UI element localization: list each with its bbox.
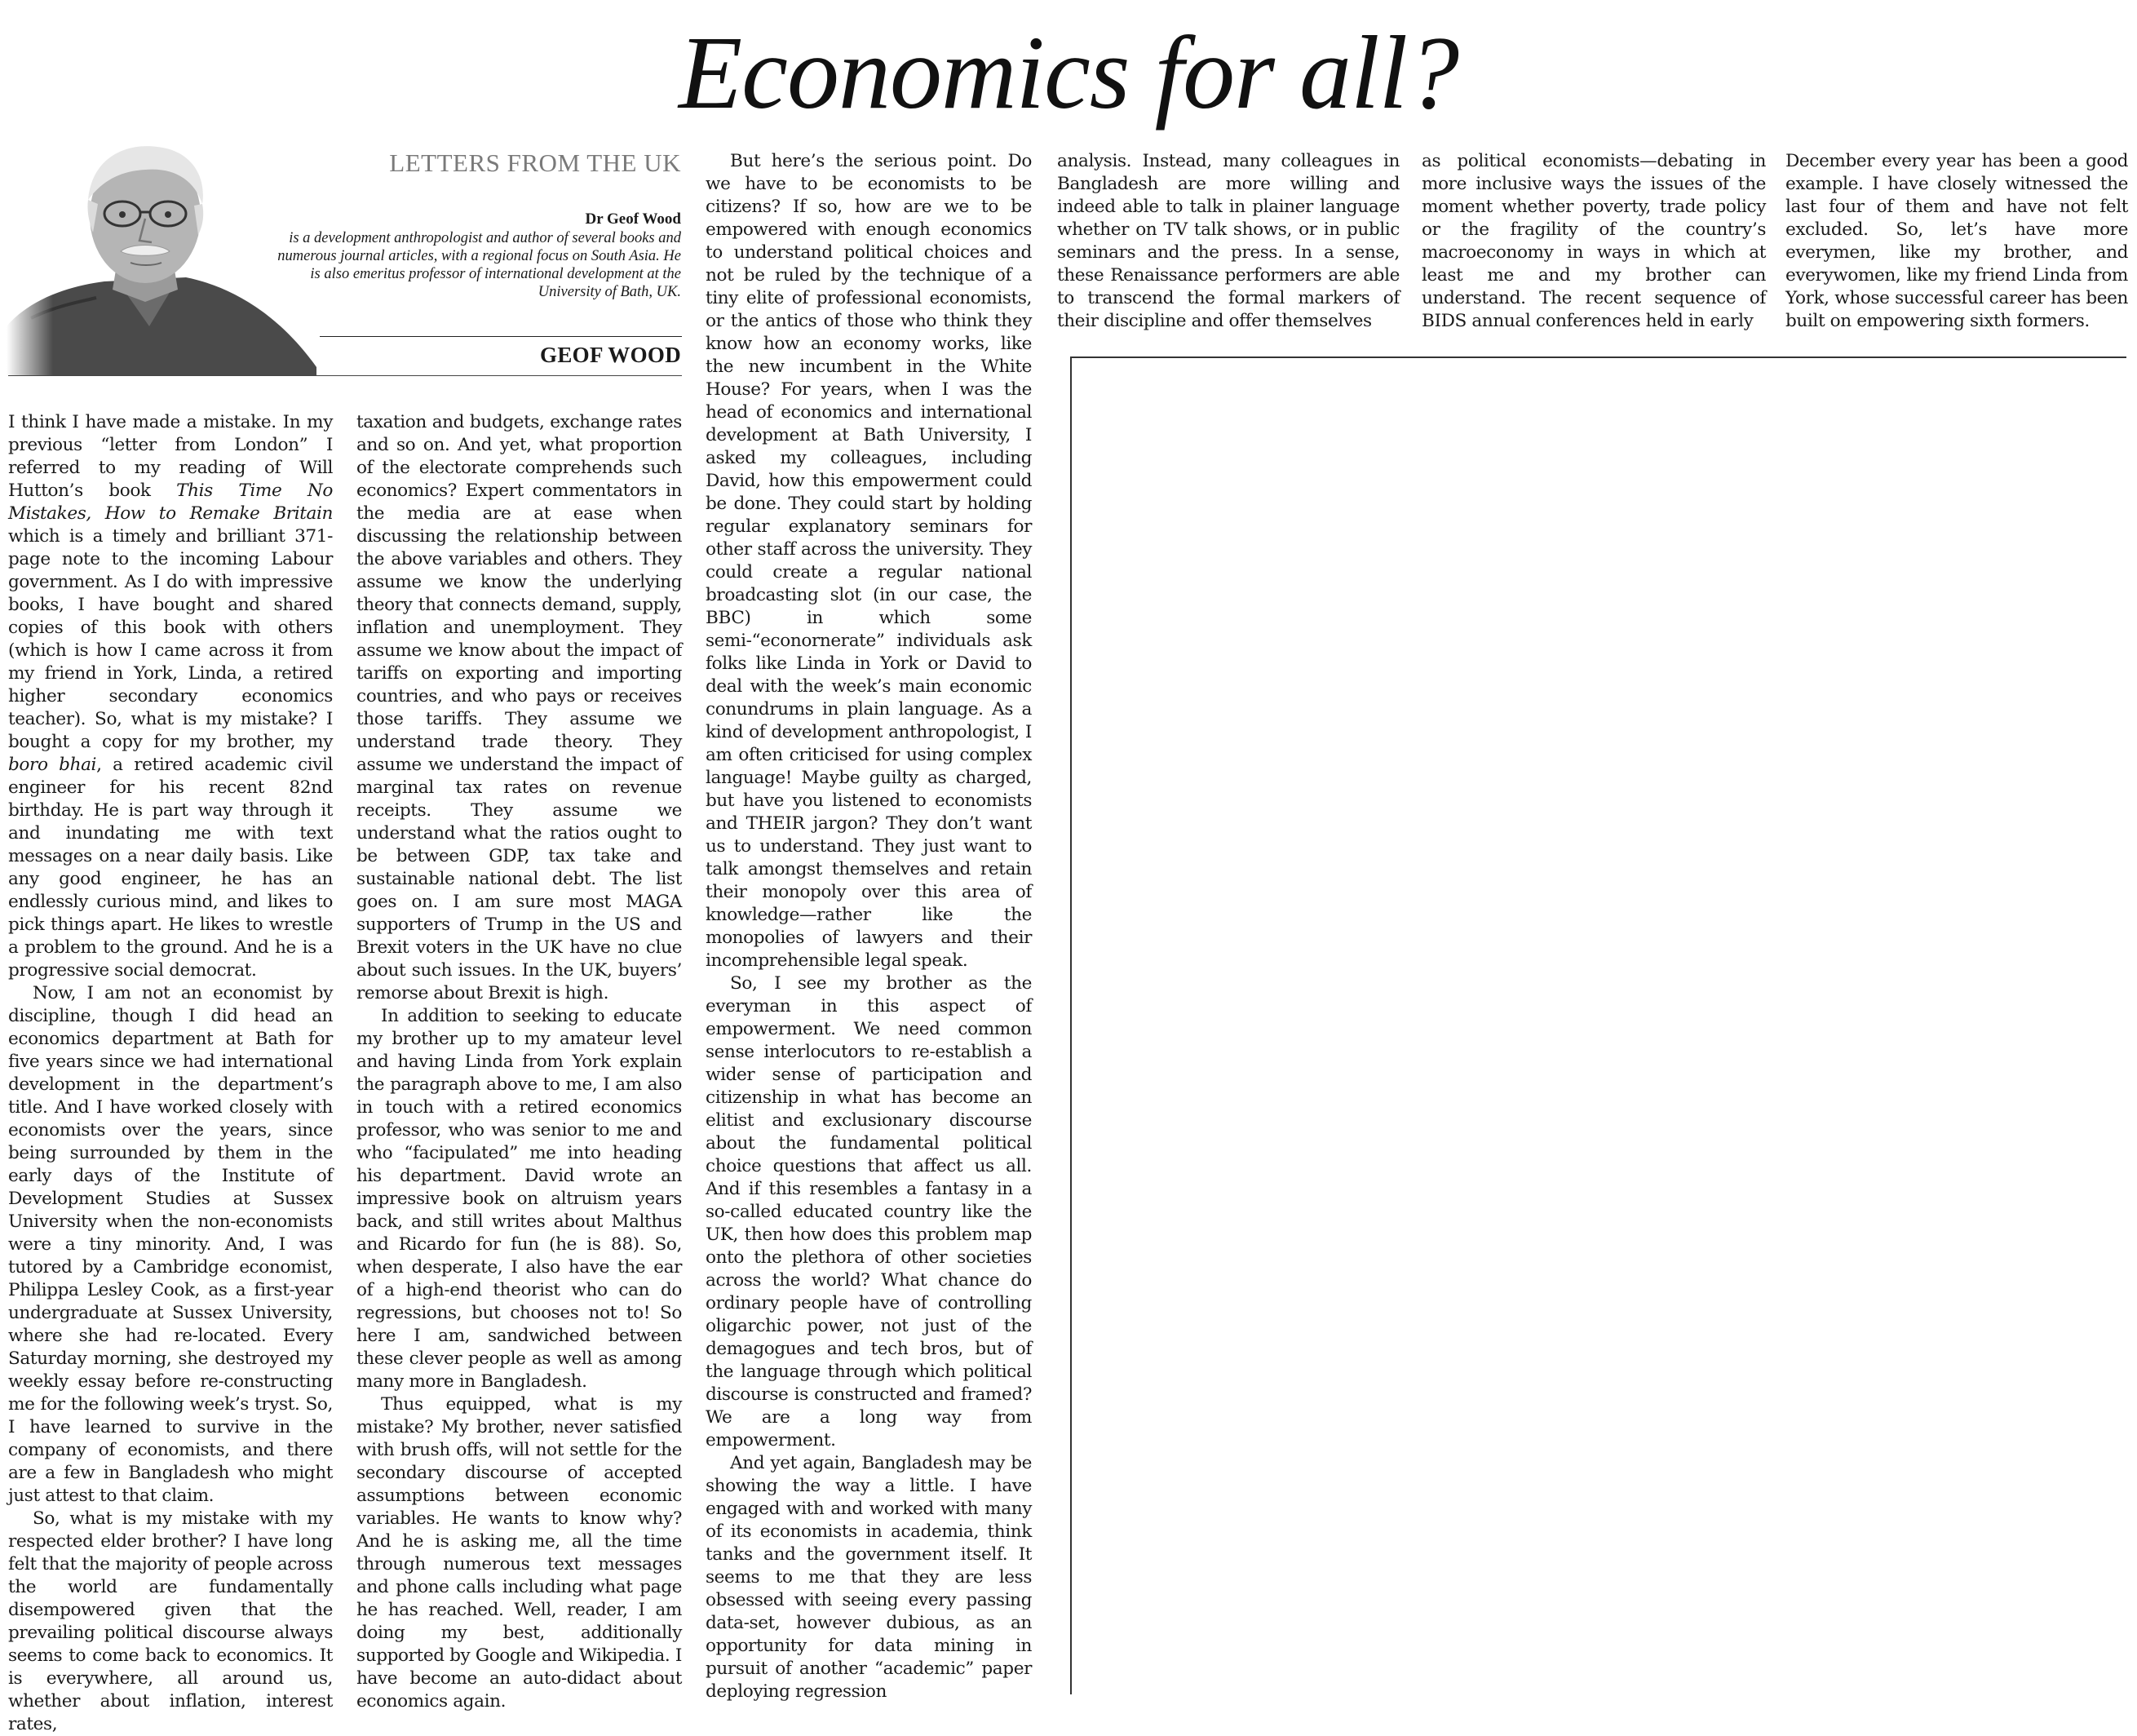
article-column-4 <box>1057 150 1400 333</box>
author-portrait <box>7 122 316 375</box>
article-paragraph: Now, I am not an economist by discipline, though I did head an economics department at Bath for five years since we had international development in the department’s title. And I have worked closely with economists over the years, since being surrounded by them in the early days of the Institute of Development Studies at Sussex University when the non-economists were a tiny minority. And, I was tutored by a Cambridge economist, Philippa Lesley Cook, as a first-year undergraduate at Sussex University, where she had re-located. Every Saturday morning, she destroyed my weekly essay before re-constructing me for the following week’s tryst. So, I have learned to survive in the company of economists, and there are a few in Bangladesh who might just attest to that claim. <box>8 983 333 1506</box>
article-column-1 <box>8 411 333 1736</box>
article-paragraph: December every year has been a good example. I have closely witnessed the last four of them and have not felt excluded. So, let’s have more everymen, like my brother, and everywomen, like my friend Linda from York, whose successful career has been built on empowering sixth formers. <box>1785 151 2128 331</box>
article-column-6 <box>1785 150 2128 333</box>
italic-text: boro bhai <box>8 755 97 775</box>
article-paragraph: In addition to seeking to educate my brother up to my amateur level and having Linda from York explain the paragraph above to me, I am also in touch with a retired economics professor, who was senior to me and who “facipulated” me into heading his department. David wrote an impressive book on altruism years back, and still writes about Malthus and Ricardo for fun (he is 88). So, when desperate, I also have the ear of a high-end theorist who can do regressions, but chooses not to! So here I am, sandwiched between these clever people as well as among many more in Bangladesh. <box>356 1006 682 1392</box>
article-column-3 <box>706 150 1032 1703</box>
article-paragraph: taxation and budgets, exchange rates and so on. And yet, what proportion of the electorate comprehends such economics? Expert commentators in the media are at ease when discussing the relationship between the above variables and others. They assume we know the underlying theory that connects demand, supply, inflation and unemployment. They assume we know about the impact of tariffs on exporting and importing countries, and who pays or receives those tariffs. They assume we understand trade theory. They assume we understand the impact of marginal tax rates on revenue receipts. They assume we understand what the ratios ought to be between GDP, tax take and sustainable national debt. The list goes on. I am sure most MAGA supporters of Trump in the US and Brexit voters in the UK have no clue about such issues. In the UK, buyers’ remorse about Brexit is high. <box>356 412 682 1003</box>
article-paragraph: So, I see my brother as the everyman in this aspect of empowerment. We need common sense interlocutors to re-establish a wider sense of participation and citizenship in what has become an elitist and exclusionary discourse about the fundamental political choice questions that affect us all. And if this resembles a fantasy in a so-called educated country like the UK, then how does this problem map onto the plethora of other societies across the world? What chance do ordinary people have of controlling oligarchic power, not just of the demagogues and tech bros, but of the language through which political discourse is constructed and framed? We are a long way from empowerment. <box>706 973 1032 1450</box>
article-paragraph: as political economists—debating in more inclusive ways the issues of the moment whether poverty, trade policy or the fragility of the country’s macroeconomy in ways in which at least me and my brother can understand. The recent sequence of BIDS annual conferences held in early <box>1422 151 1766 331</box>
article-paragraph: And yet again, Bangladesh may be showing the way a little. I have engaged with and worked with many of its economists in academia, think tanks and the government itself. It seems to me that they are less obsessed with seeing every passing data-set, however dubious, as an opportunity for data mining in pursuit of another “academic” paper deploying regression <box>706 1453 1032 1702</box>
article-paragraph: analysis. Instead, many colleagues in Bangladesh are more willing and indeed able to talk in plainer language whether on TV talk shows, or in public seminars and the press. In a sense, these Renaissance performers are able to transcend the formal markers of their discipline and offer themselves <box>1057 151 1400 331</box>
paragraph-text: which is a timely and brilliant 371-page note to the incoming Labour government. As I do with impressive books, I have bought and shared copies of this book with others (which is how I came across it from my friend in York, Linda, a retired higher secondary economics teacher). So, what is my mistake? I bought a copy for my brother, my <box>8 526 333 752</box>
author-bio: is a development anthropologist and author of several books and numerous journal articles, with a regional focus on South Asia. He is also emeritus professor of international development at the University of Bath, UK. <box>277 230 681 300</box>
article-column-2 <box>356 411 682 1713</box>
byline: GEOF WOOD <box>540 343 681 367</box>
article-paragraph: But here’s the serious point. Do we have to be economists to be citizens? If so, how are we to be empowered with enough economics to understand political choices and not be ruled by the technique of a tiny elite of professional economists, or the antics of those who think they know how an economy works, like the new incumbent in the White House? For years, when I was the head of economics and international development at Bath University, I asked my colleagues, including David, how this empowerment could be done. They could start by holding regular explanatory seminars for other staff across the university. They could create a regular national broadcasting slot (in our case, the BBC) in which some semi-“econornerate” individuals ask folks like Linda in York or David to deal with the week’s main economic conundrums in plain language. As a kind of development anthropologist, I am often criticised for using complex language! Maybe guilty as charged, but have you listened to economists and THEIR jargon? They don’t want us to understand. They just want to talk amongst themselves and retain their monopoly over this area of knowledge—rather like the monopolies of lawyers and their incomprehensible legal speak. <box>706 151 1032 971</box>
byline-rule <box>320 336 682 337</box>
article-paragraph <box>8 411 333 982</box>
paragraph-text: , a retired academic civil engineer for his recent 82nd birthday. He is part way through it and inundating me with text messages on a near daily basis. Like any good engineer, he has an endlessly curious mind, and likes to pick things apart. He likes to wrestle a problem to the ground. And he is a progressive social democrat. <box>8 755 334 981</box>
header-base-rule <box>8 375 682 376</box>
author-portrait-photo-icon <box>7 122 316 375</box>
author-bio-name: Dr Geof Wood <box>585 210 681 228</box>
article-column-5 <box>1422 150 1766 333</box>
article-paragraph: Thus equipped, what is my mistake? My brother, never satisfied with brush offs, will not settle for the secondary discourse of accepted assumptions between economic variables. He wants to know why? And he is asking me, all the time through numerous text messages and phone calls including what page he has reached. Well, reader, I am doing my best, additionally supported by Google and Wikipedia. I have become an auto-didact about economics again. <box>356 1394 682 1712</box>
section-kicker: LETTERS FROM THE UK <box>389 148 681 177</box>
paragraph-text: I think I have made a mistake. In my previous “letter from London” I referred to my reading of Will Hutton’s book <box>8 412 333 501</box>
headline: Economics for all? <box>678 15 1459 131</box>
italic-text: This Time No Mistakes, How to Remake Britain <box>8 480 334 524</box>
blank-ad-space <box>1070 356 2126 1694</box>
article-paragraph: So, what is my mistake with my respected elder brother? I have long felt that the majority of people across the world are fundamentally disempowered given that the prevailing political discourse always seems to come back to economics. It is everywhere, all around us, whether about inflation, interest rates, <box>8 1508 333 1734</box>
